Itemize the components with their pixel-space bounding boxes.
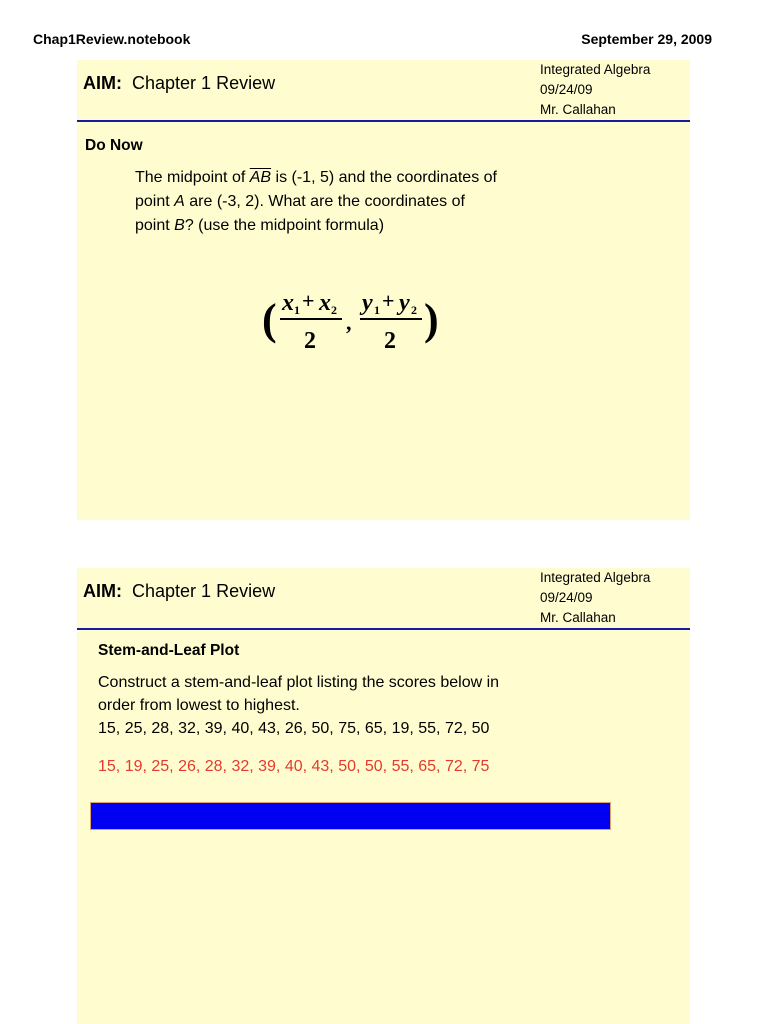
sorted-scores: 15, 19, 25, 26, 28, 32, 39, 40, 43, 50, 50, 55, 65, 72, 75 xyxy=(98,758,490,775)
y2-sub: 2 xyxy=(411,303,417,317)
header-divider xyxy=(77,120,690,122)
course-date: 09/24/09 xyxy=(540,82,593,97)
course-meta xyxy=(540,568,650,628)
y1-sub: 1 xyxy=(374,303,380,317)
teacher-name: Mr. Callahan xyxy=(540,610,616,625)
x2-sub: 2 xyxy=(331,303,337,317)
segment-ab: $\overline{AB}$ xyxy=(249,169,272,186)
do-now-question xyxy=(135,166,497,238)
point-a: A xyxy=(174,193,185,210)
slide-do-now xyxy=(77,60,690,520)
course-name: Integrated Algebra xyxy=(540,62,651,77)
aim-title: Chapter 1 Review xyxy=(132,73,276,93)
question-text: is (-1, 5) and the coordinates of xyxy=(271,169,497,186)
question-text: point xyxy=(135,193,175,210)
page-date: September 29, 2009 xyxy=(581,31,712,47)
y1: y xyxy=(362,290,373,316)
comma: , xyxy=(346,310,352,335)
answer-cover-bar[interactable] xyxy=(90,802,611,830)
slide-stem-and-leaf xyxy=(77,568,690,1024)
plus-2: + xyxy=(382,288,395,313)
plus-1: + xyxy=(302,288,315,313)
instruction-line: Construct a stem-and-leaf plot listing the scores below in xyxy=(98,674,500,691)
aim-label: AIM: xyxy=(83,581,122,601)
aim-heading xyxy=(83,73,275,94)
left-paren: ( xyxy=(262,295,277,344)
header-divider xyxy=(77,628,690,630)
scores-list: 15, 25, 28, 32, 39, 40, 43, 26, 50, 75, 65, 19, 55, 72, 50 xyxy=(98,720,490,737)
course-name: Integrated Algebra xyxy=(540,570,651,585)
aim-title: Chapter 1 Review xyxy=(132,581,276,601)
x1: x xyxy=(282,290,294,316)
question-text: The midpoint of xyxy=(135,169,250,186)
instruction-line: order from lowest to highest. xyxy=(98,697,300,714)
question-text: ? (use the midpoint formula) xyxy=(184,217,385,234)
point-b: B xyxy=(174,217,185,234)
aim-label: AIM: xyxy=(83,73,122,93)
right-paren: ) xyxy=(424,295,439,344)
midpoint-formula xyxy=(262,286,462,361)
x1-sub: 1 xyxy=(294,303,300,317)
question-text: point xyxy=(135,217,175,234)
y2: y xyxy=(399,290,410,316)
section-title-do-now: Do Now xyxy=(85,137,143,154)
teacher-name: Mr. Callahan xyxy=(540,102,616,117)
course-meta xyxy=(540,60,650,120)
section-title-stem-and-leaf: Stem-and-Leaf Plot xyxy=(98,642,240,659)
notebook-filename: Chap1Review.notebook xyxy=(33,31,191,47)
denominator-1: 2 xyxy=(304,328,316,354)
aim-heading xyxy=(83,581,275,602)
stem-leaf-instructions xyxy=(98,671,499,740)
course-date: 09/24/09 xyxy=(540,590,593,605)
question-text: are (-3, 2). What are the coordinates of xyxy=(184,193,465,210)
denominator-2: 2 xyxy=(384,328,396,354)
x2: x xyxy=(319,290,331,316)
